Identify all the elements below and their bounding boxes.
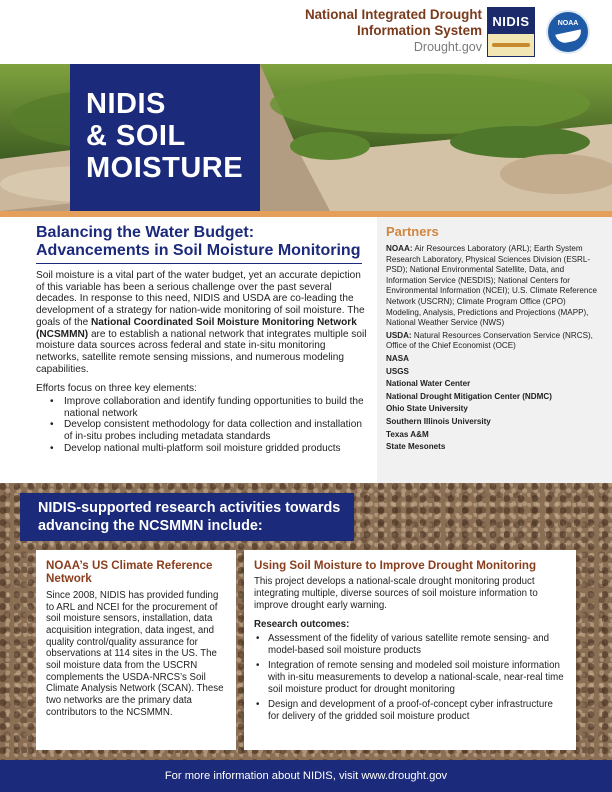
partner-noaa [386, 244, 602, 329]
drought-card-body: This project develops a national-scale drought monitoring product integrating multiple, diverse sources of soil moisture information to improve drought early warning. [254, 576, 538, 611]
activities-banner [20, 493, 354, 541]
intro-text-1: Soil moisture is a vital part of the water budget, yet an accurate depiction of this variable has been a serious challenge over the past several decades. In response to this need, NIDIS and USDA are co-leading the development of a strategy for nation-wide monitoring of soil moisture. The goals of the [36, 270, 365, 328]
partner-item: Ohio State University [386, 404, 468, 414]
page-footer [0, 760, 612, 792]
efforts-list [50, 396, 368, 455]
partner-usda-text: Natural Resources Conservation Service (NRCS), Office of the Chief Economist (OCE) [386, 330, 593, 351]
org-name-line1: National Integrated Drought [304, 7, 482, 22]
partner-item: Texas A&M [386, 429, 429, 439]
list-item: • Develop consistent methodology for data collection and installation of in-situ probes including metadata standards [50, 419, 368, 442]
section-heading-line2: Advancements in Soil Moisture Monitoring [36, 242, 361, 259]
partner-item: National Water Center [386, 379, 471, 389]
drought-card-title: Using Soil Moisture to Improve Drought Monitoring [254, 559, 537, 572]
partner-usda [386, 331, 602, 352]
partner-item: USGS [386, 366, 409, 376]
title-box [70, 64, 260, 211]
intro-text-bold: National Coordinated Soil Moisture Monitoring Network (NCSMMN) [36, 316, 357, 340]
noaa-logo [546, 10, 590, 54]
partner-item: Southern Illinois University [386, 416, 491, 426]
activities-banner-line2: advancing the NCSMMN include: [38, 518, 263, 534]
list-item: • Design and development of a proof-of-concept cyber infrastructure for delivery of the gridded soil moisture product [254, 699, 566, 722]
section-heading-line1: Balancing the Water Budget: [36, 224, 255, 241]
nidis-logo [487, 7, 535, 57]
outcomes-list [254, 633, 566, 722]
section-heading [36, 224, 362, 264]
partner-noaa-label: NOAA: [386, 244, 413, 253]
outcomes-label: Research outcomes: [254, 618, 350, 630]
intro-text-2: are to establish a national network that integrates multiple soil moisture data sources across federal and state in-situ monitoring networks, satellite remote sensing missions, and numerous modeling capabilities. [36, 328, 367, 375]
nidis-logo-text: NIDIS [488, 8, 534, 36]
noaa-logo-text: NOAA [557, 20, 579, 27]
nidis-logo-landscape [488, 34, 534, 56]
title-line2: & SOIL [86, 120, 186, 152]
partner-item: National Drought Mitigation Center (NDMC) [386, 391, 552, 401]
list-item: • Improve collaboration and identify funding opportunities to build the national network [50, 396, 368, 419]
uscrn-card-body: Since 2008, NIDIS has provided funding to ARL and NCEI for the procurement of soil moisture sensors, installation, data acquisition integration, data ingest, and quality control/quality assurance for observations at 114 sites in the US. The soil moisture data from the USCRN complements the USDA-NRCS’s Soil Climate Analysis Network (SCAN). These two networks are the primary data contributors to the NCSMMN. [46, 589, 224, 718]
uscrn-card-title: NOAA’s US Climate Reference Network [46, 559, 213, 586]
uscrn-card [36, 550, 236, 750]
footer-text[interactable]: For more information about NIDIS, visit www.drought.gov [164, 770, 448, 782]
org-url[interactable]: Drought.gov [413, 40, 482, 54]
activities-banner-line1: NIDIS-supported research activities towards [38, 500, 341, 516]
hero-photo-potato-field [0, 64, 612, 211]
title-line1: NIDIS [86, 88, 166, 120]
org-block [305, 7, 482, 55]
intro-paragraph [36, 270, 368, 375]
list-item: • Develop national multi-platform soil moisture gridded products [50, 443, 368, 455]
page-header [0, 0, 612, 64]
partner-noaa-text: Air Resources Laboratory (ARL); Earth System Research Laboratory, Physical Sciences Division (ESRL-PSD); National Environmental Satellite, Data, and Information Service (NESDIS); National Centers for Environmental Information (NCEI); U.S. Climate Reference Network (USCRN); Climate Program Office (CPO) Modeling, Analysis, Predictions and Projections (MAPP), National Weather Service (NWS) [386, 244, 597, 328]
list-item: • Assessment of the fidelity of various satellite remote sensing- and model-based soil moisture products [254, 633, 566, 656]
title-line3: MOISTURE [86, 152, 244, 184]
efforts-intro: Efforts focus on three key elements: [36, 383, 197, 395]
main-column [36, 224, 368, 455]
list-item: • Integration of remote sensing and modeled soil moisture information with in-situ measurements to develop a national-scale, near-real time soil moisture product for drought monitoring [254, 660, 566, 695]
partners-heading: Partners [386, 224, 439, 239]
partner-item: NASA [386, 353, 409, 363]
noaa-bird-icon [555, 29, 583, 44]
org-name-line2: Information System [356, 23, 482, 38]
partner-item: State Mesonets [386, 442, 446, 452]
partner-usda-label: USDA: [386, 330, 412, 340]
partners-sidebar [377, 217, 612, 483]
drought-monitoring-card [244, 550, 576, 750]
